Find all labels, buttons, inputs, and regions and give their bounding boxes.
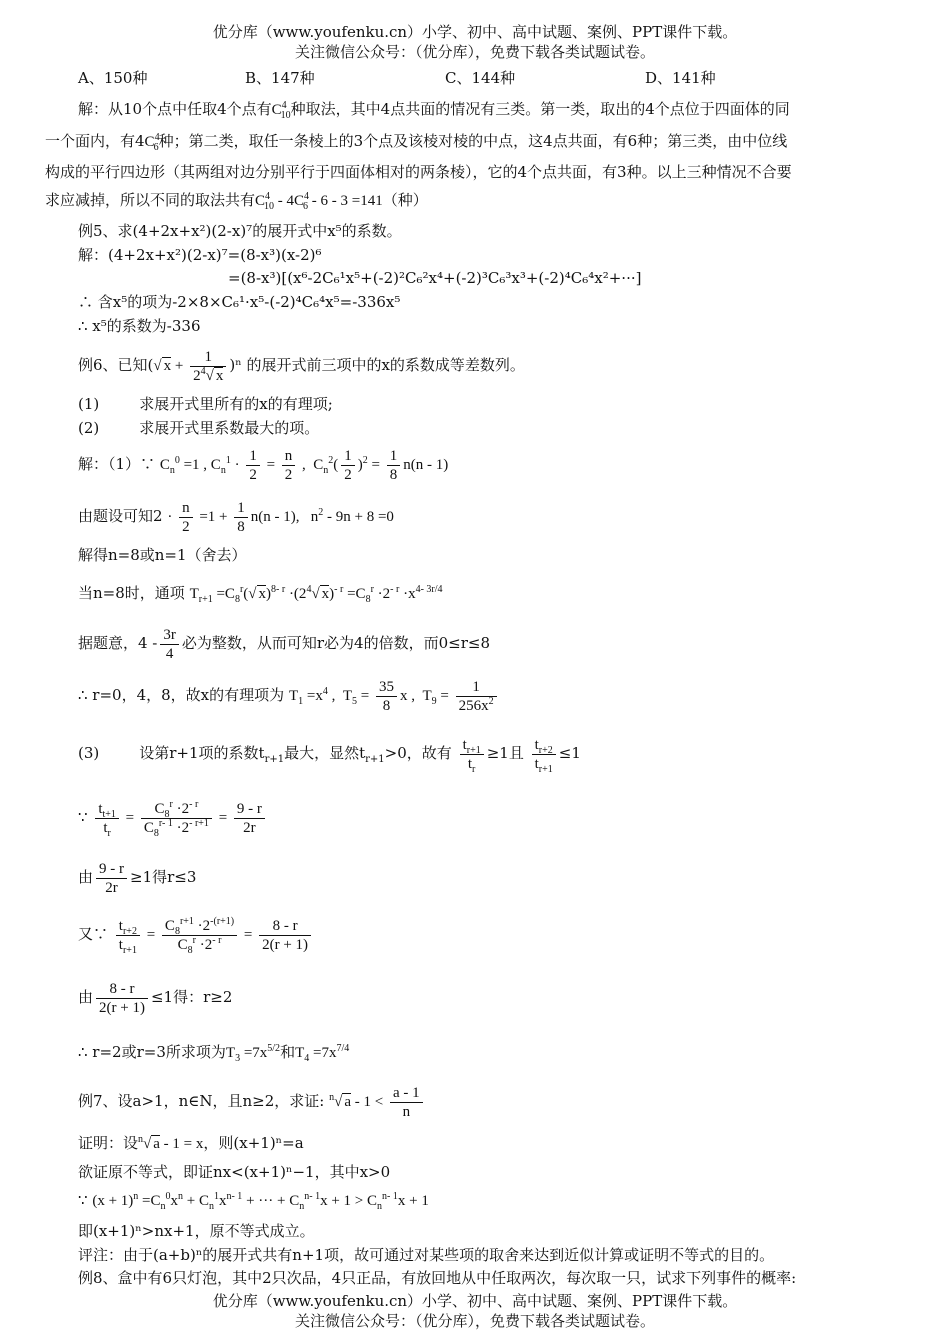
ex5-title: 例5、求(4+2x+x²)(2-x)⁷的展开式中x⁵的系数。 xyxy=(78,222,402,240)
text: 当n=8时，通项 xyxy=(78,584,185,602)
math: $\frac{t_{r+2}}{t_{r+1}}$ xyxy=(529,746,559,762)
math: $\frac{9 - r}{2r}$ xyxy=(93,870,130,886)
num: (1) xyxy=(78,395,100,413)
text: ≥1且 xyxy=(486,744,524,762)
text: ∵ xyxy=(78,1191,88,1209)
num: (2) xyxy=(78,419,100,437)
text: 一个面内，有4 xyxy=(45,132,145,150)
page-footer-line1: 优分库（www.youfenku.cn）小学、初中、高中试题、案例、PPT课件下载。 xyxy=(212,1292,738,1310)
option-b: B、147种 xyxy=(245,69,315,87)
math: $\frac{t_{r+2}}{t_{r+1}}$ = $\frac{C_8^{r+1} \cdot 2^{-(r+1)}}{C_8^r \cdot 2^{- r}}$ = $\frac{8 - r}{2(r + 1)}$ xyxy=(113,927,314,943)
math: $C^4_6$ xyxy=(144,132,160,153)
text: 例7、设a>1，n∈N，且n≥2，求证: xyxy=(78,1092,325,1110)
ex6-s3: 解得n=8或n=1（舍去） xyxy=(78,546,247,564)
text: 又∵ xyxy=(78,925,109,943)
ex6-s7: (3) 设第r+1项的系数$t_{r+1}$最大，显然$t_{r+1}>0$，故有 $\frac{t_{r+1}}{t_r}$ ≥1且 $\frac{t_{r+2}}{t_{r+1}}$ ≤1 xyxy=(78,737,581,776)
option-c: C、144种 xyxy=(445,69,516,87)
text: 解：从10个点中任取4个点有 xyxy=(78,100,272,118)
math: $T_1 =x^4$ , $T_5$ = $\frac{35}{8}$ x , $T_9$ = $\frac{1}{256x^2}$ xyxy=(289,688,500,704)
text: （种） xyxy=(382,191,428,209)
text: 求展开式里系数最大的项。 xyxy=(139,419,320,437)
ex6-s10 xyxy=(78,912,314,957)
sol4-line3: 构成的平行四边形（其两组对边分别平行于四面体相对的两条棱），它的4个点共面，有3种。以上三种情况不合要 xyxy=(45,163,792,181)
ex6-s6 xyxy=(78,675,500,716)
text: 由题设可知2 xyxy=(78,507,163,525)
text: ∴ r=2或r=3所求项为 xyxy=(78,1043,226,1061)
ex7-note: 评注：由于(a+b)ⁿ的展开式共有n+1项，故可通过对某些项的取舍来达到近似计算或证明不等式的目的。 xyxy=(78,1246,775,1264)
math: $C^4_{10}$ xyxy=(271,100,291,121)
text: )ⁿ 的展开式前三项中的x的系数成等差数列。 xyxy=(229,356,525,374)
text: 种；第二类，取任一条棱上的3个点及该棱对棱的中点，这4点共面，有6种；第三类，由中位线 xyxy=(158,132,788,150)
text: 必为整数，从而可知r必为4的倍数，而0≤r≤8 xyxy=(181,634,491,652)
page-header-line2: 关注微信公众号：（优分库），免费下载各类试题试卷。 xyxy=(294,43,655,61)
ex6-s5 xyxy=(78,623,490,664)
text: 求应减掉，所以不同的取法共有 xyxy=(45,191,256,209)
math: $C^4_{10} - 4C^4_6 - 6 - 3 =141$ xyxy=(255,191,383,212)
page-footer-line2: 关注微信公众号：（优分库），免费下载各类试题试卷。 xyxy=(294,1312,655,1330)
math: $(x + 1)^n =C_n^0x^n + C_n^1x^{n- 1}$ + ··· + $C_n^{n- 1}x + 1 > C_n^{n- 1}x + 1$ xyxy=(92,1191,429,1212)
text: 设第r+1项的系数t xyxy=(139,744,265,762)
math: $\frac{3r}{4}$ xyxy=(157,636,182,652)
math: $C_n^0 =1$ , $C_n^1$ · $\frac{1}{2}$ = $\frac{n}{2}$ , $C_n^2$( $\frac{1}{2}$ )$^2$ = $\frac{1}{8}$ n(n - 1) xyxy=(159,448,449,484)
text: 例6、已知( xyxy=(78,356,154,374)
ex6-s8 xyxy=(78,795,268,840)
ex7-p4: 即(x+1)ⁿ>nx+1，原不等式成立。 xyxy=(78,1222,315,1240)
text: 证明：设 xyxy=(78,1134,139,1152)
ex6-s1 xyxy=(78,446,448,484)
math: $\frac{t_{r+1}}{t_r}$ xyxy=(457,746,487,762)
text: 求展开式里所有的x的有理项; xyxy=(139,395,333,413)
ex7-p3 xyxy=(78,1190,429,1211)
text: 由 xyxy=(78,868,94,886)
ex6-s4 xyxy=(78,578,443,609)
math: · $\frac{n}{2}$ =1 + $\frac{1}{8}$ n(n - 1), $n^2 - 9n + 8 =0$ xyxy=(167,500,394,536)
text: 种取法，其中4点共面的情况有三类。第一类，取出的4个点位于四面体的同 xyxy=(290,100,790,118)
math: $^n$√ a - 1 = x xyxy=(138,1134,204,1152)
text: ∵ xyxy=(78,808,88,826)
ex6-q1 xyxy=(78,394,333,414)
ex7-p1 xyxy=(78,1133,304,1154)
text: 最大，显然t xyxy=(284,744,366,762)
ex5-sol1: 解：(4+2x+x²)(2-x)⁷=(8-x³)(x-2)⁶ xyxy=(78,246,322,264)
text: 据题意，4 - xyxy=(78,634,158,652)
math: √ x + $\frac{1}{2^4√ x}$ xyxy=(153,358,229,374)
text: ≥1得r≤3 xyxy=(130,868,197,886)
ex7-title xyxy=(78,1082,426,1121)
text: 解：（1）∵ xyxy=(78,455,156,473)
ex5-sol4: ∴ x⁵的系数为-336 xyxy=(78,317,201,335)
math: $T_3 =7x^{5/2}$ xyxy=(225,1043,281,1064)
math: $\frac{t_{t+1}}{t_r}$ = $\frac{C_8^r \cdot 2^{- r}}{C_8^{r- 1} \cdot 2^{- r+1}}$ = $\frac{9 - r}{2r}$ xyxy=(92,810,268,826)
math: $T_{r+1} =C_8^r(√$ $x)^{8- r} \cdot(2^4√$ $x)^{- r} =C_8^r \cdot 2^{- r} \cdot x^{4- 3r/4}$ xyxy=(189,584,443,605)
math: $^n$√ a - 1 < $\frac{a - 1}{n}$ xyxy=(329,1094,426,1110)
ex6-s12 xyxy=(78,1036,349,1069)
math: $\frac{8 - r}{2(r + 1)}$ xyxy=(93,990,151,1006)
ex6-s9 xyxy=(78,855,196,900)
text: >0，故有 xyxy=(384,744,452,762)
ex6-q2 xyxy=(78,418,319,438)
sol4-line1 xyxy=(45,95,938,125)
ex6-s11 xyxy=(78,975,232,1020)
ex6-title xyxy=(78,348,525,385)
text: ，则(x+1)ⁿ=a xyxy=(203,1134,304,1152)
ex5-sol2: =(8-x³)[(x⁶-2C₆¹x⁵+(-2)²C₆²x⁴+(-2)³C₆³x³+(-2)⁴C₆⁴x²+···] xyxy=(228,269,642,287)
num: (3) xyxy=(78,744,100,762)
sol4-line4 xyxy=(45,186,905,216)
ex5-sol3: ∴ 含x⁵的项为-2×8×C₆¹·x⁵-(-2)⁴C₆⁴x⁵=-336x⁵ xyxy=(78,293,401,311)
page-header-line1: 优分库（www.youfenku.cn）小学、初中、高中试题、案例、PPT课件下载。 xyxy=(212,23,738,41)
sol4-line2 xyxy=(45,127,905,157)
text: ≤1得：r≥2 xyxy=(150,988,233,1006)
text: 和 xyxy=(280,1043,296,1061)
option-d: D、141种 xyxy=(645,69,716,87)
ex8-title: 例8、盒中有6只灯泡，其中2只次品，4只正品，有放回地从中任取两次，每次取一只，试求下列事件的概率: xyxy=(78,1269,797,1287)
ex7-p2: 欲证原不等式，即证nx<(x+1)ⁿ−1，其中x>0 xyxy=(78,1163,391,1181)
text: ≤1 xyxy=(558,744,581,762)
ex6-s2 xyxy=(78,498,394,536)
math: $T_4 =7x^{7/4}$ xyxy=(295,1043,350,1064)
text: 由 xyxy=(78,988,94,1006)
text: ∴ r=0，4，8，故x的有理项为 xyxy=(78,686,285,704)
option-a: A、150种 xyxy=(78,69,148,87)
